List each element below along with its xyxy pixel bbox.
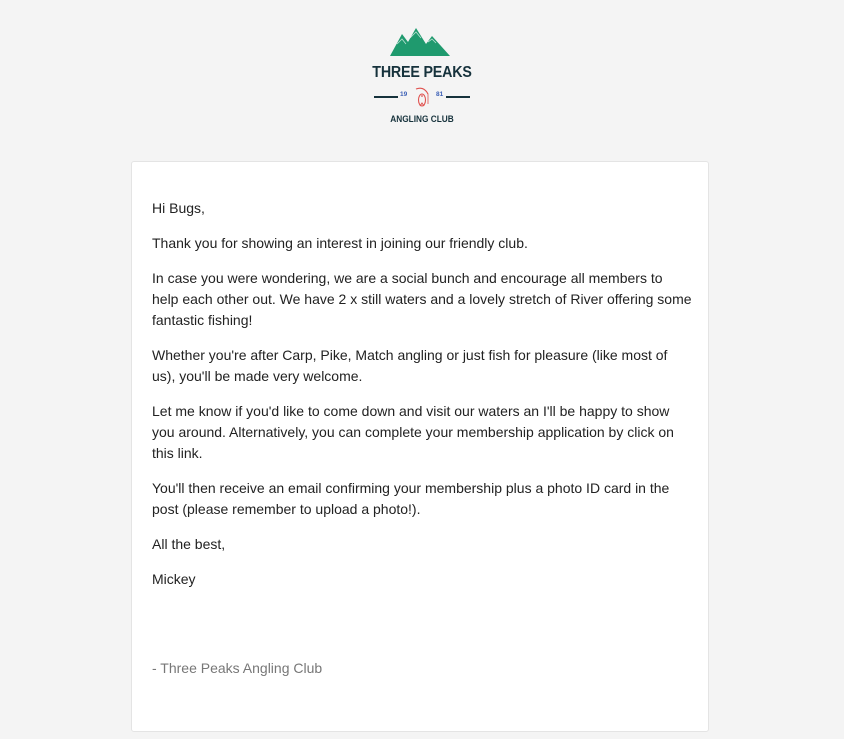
sender-name: Mickey [152, 571, 196, 587]
mountains-icon [390, 26, 450, 56]
logo-title: THREE PEAKS [372, 64, 472, 81]
email-signature: - Three Peaks Angling Club [152, 660, 323, 676]
email-header [0, 0, 844, 162]
logo-subtitle: ANGLING CLUB [390, 114, 454, 124]
greeting: Hi Bugs, [152, 200, 205, 216]
body-paragraph: Whether you're after Carp, Pike, Match angling or just fish for pleasure (like most of us), you'll be made very welcome. [152, 347, 668, 384]
club-logo [360, 18, 484, 128]
logo-divider-left [374, 96, 398, 98]
email-card [131, 161, 709, 732]
logo-year-row [360, 86, 484, 108]
sign-off: All the best, [152, 536, 226, 552]
logo-divider-right [446, 96, 470, 98]
body-paragraph: Let me know if you'd like to come down and visit our waters an I'll be happy to show you around. Alternatively, you can complete your membership application by click on this link. [152, 403, 674, 461]
body-paragraph: Thank you for showing an interest in joining our friendly club. [152, 235, 528, 251]
logo-year-right: 81 [436, 91, 444, 98]
body-paragraph: In case you were wondering, we are a social bunch and encourage all members to help each other out. We have 2 x still waters and a lovely stretch of River offering some fantastic fishing! [152, 270, 692, 328]
fishing-rod-icon [410, 86, 434, 108]
email-body [152, 198, 692, 604]
body-paragraph: You'll then receive an email confirming your membership plus a photo ID card in the post (please remember to upload a photo!). [152, 480, 670, 517]
logo-year-left: 19 [400, 91, 408, 98]
